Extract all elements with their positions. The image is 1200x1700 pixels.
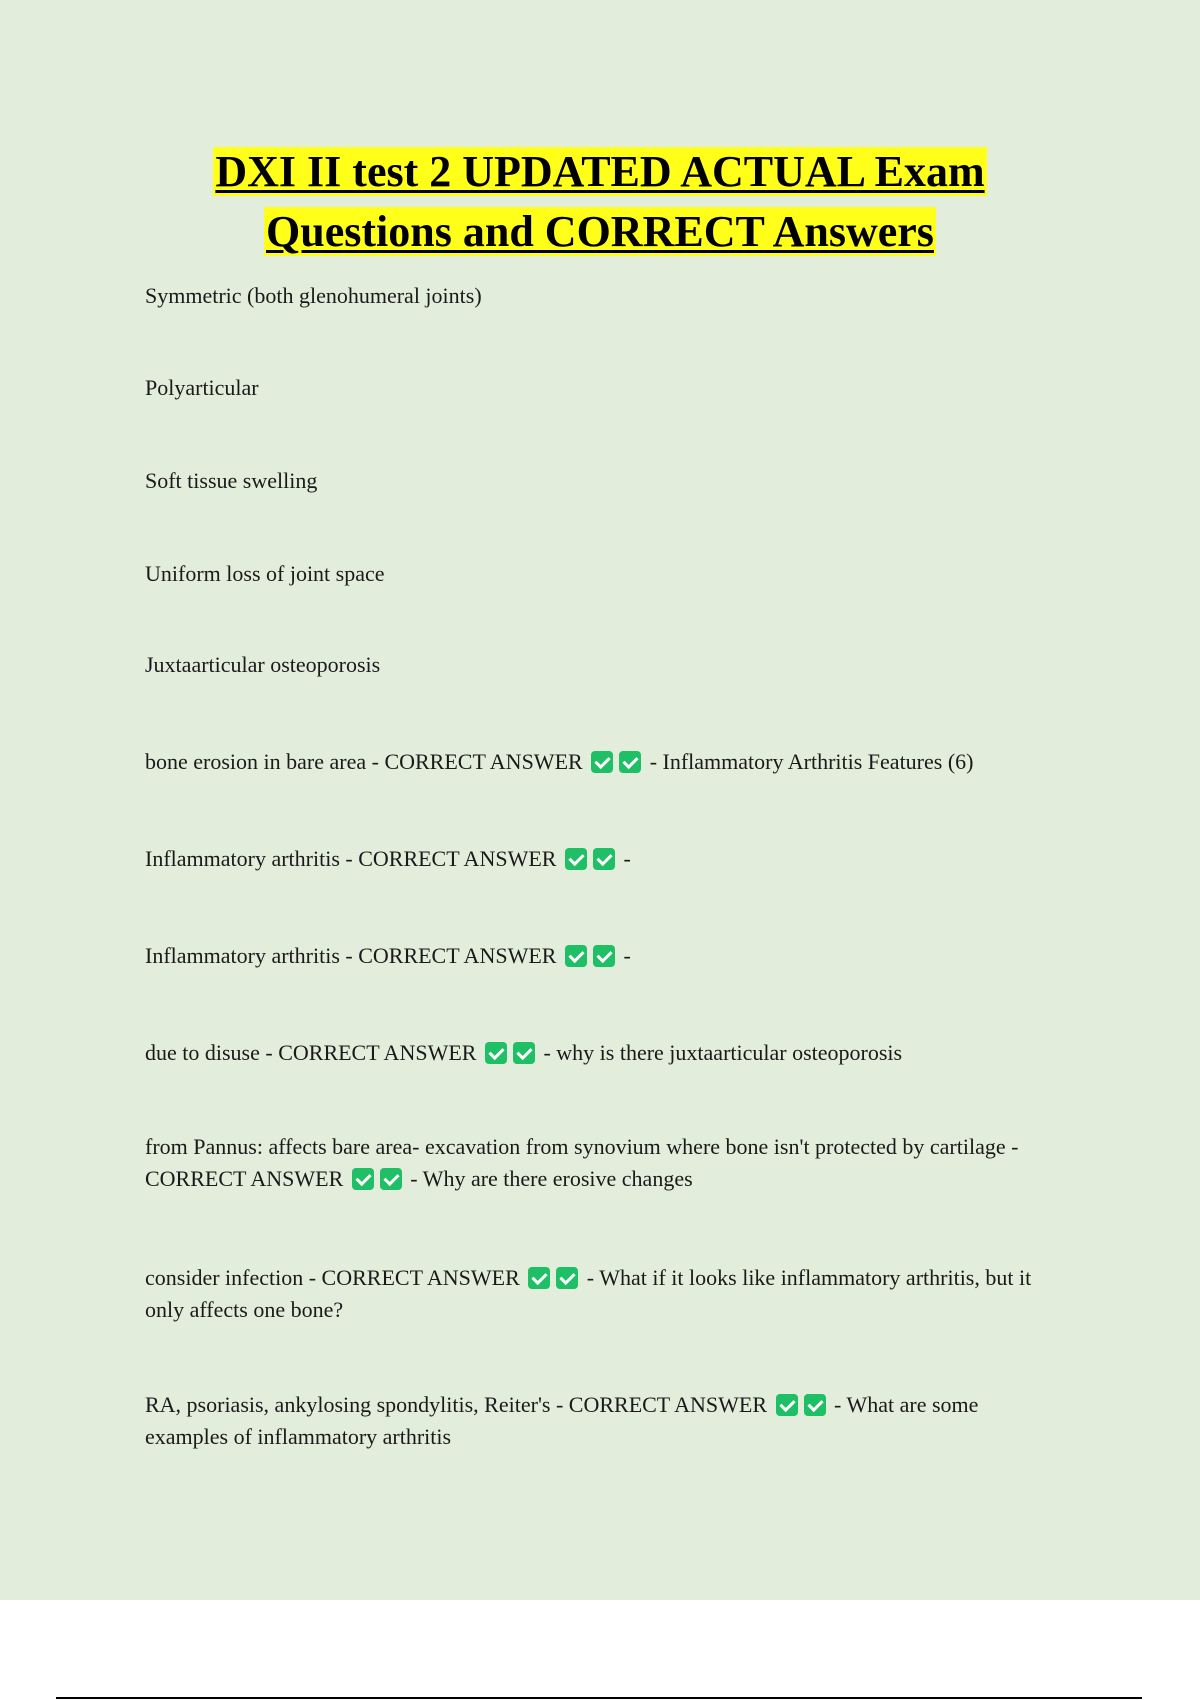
qa-item: [145, 1131, 1065, 1195]
title-line-2: Questions and CORRECT Answers: [266, 207, 934, 256]
qa-answer: Inflammatory arthritis - CORRECT ANSWER: [145, 846, 557, 871]
qa-item: [145, 746, 1065, 778]
feature-line: Symmetric (both glenohumeral joints): [145, 283, 482, 308]
check-mark-icon: [380, 1168, 402, 1190]
qa-answer: bone erosion in bare area - CORRECT ANSWER: [145, 749, 583, 774]
check-mark-icon: [485, 1042, 507, 1064]
check-mark-icon: [804, 1394, 826, 1416]
feature-line: Soft tissue swelling: [145, 468, 318, 493]
qa-question: - Why are there erosive changes: [410, 1166, 693, 1191]
qa-question: - What if it looks like inflammatory arthritis, but it only affects one bone?: [145, 1265, 1032, 1322]
feature-line: Juxtaarticular osteoporosis: [145, 652, 381, 677]
check-mark-icon: [352, 1168, 374, 1190]
qa-item: [145, 1389, 1065, 1453]
qa-item: [145, 940, 1065, 972]
qa-question: - why is there juxtaarticular osteoporosis: [543, 1040, 903, 1065]
qa-answer: due to disuse - CORRECT ANSWER: [145, 1040, 477, 1065]
feature-line: Polyarticular: [145, 375, 259, 400]
check-mark-icon: [565, 945, 587, 967]
footer-divider: [56, 1697, 1142, 1699]
check-mark-icon: [593, 945, 615, 967]
check-mark-icon: [591, 751, 613, 773]
qa-item: [145, 1037, 1065, 1069]
check-mark-icon: [776, 1394, 798, 1416]
document-title: [100, 142, 1100, 262]
qa-item: [145, 1262, 1065, 1326]
check-mark-icon: [513, 1042, 535, 1064]
qa-question: - What are some examples of inflammatory arthritis: [145, 1392, 979, 1449]
check-mark-icon: [556, 1267, 578, 1289]
feature-line: Uniform loss of joint space: [145, 561, 385, 586]
check-mark-icon: [528, 1267, 550, 1289]
qa-answer: from Pannus: affects bare area- excavation from synovium where bone isn't protected by cartilage - CORRECT ANSWER: [145, 1134, 1019, 1191]
qa-answer: consider infection - CORRECT ANSWER: [145, 1265, 520, 1290]
check-mark-icon: [619, 751, 641, 773]
qa-question: - Inflammatory Arthritis Features (6): [649, 749, 974, 774]
qa-question: -: [623, 943, 631, 968]
qa-answer: RA, psoriasis, ankylosing spondylitis, Reiter's - CORRECT ANSWER: [145, 1392, 768, 1417]
qa-answer: Inflammatory arthritis - CORRECT ANSWER: [145, 943, 557, 968]
qa-item: [145, 843, 1065, 875]
qa-question: -: [623, 846, 631, 871]
title-line-1: DXI II test 2 UPDATED ACTUAL Exam: [215, 147, 985, 196]
check-mark-icon: [565, 848, 587, 870]
check-mark-icon: [593, 848, 615, 870]
